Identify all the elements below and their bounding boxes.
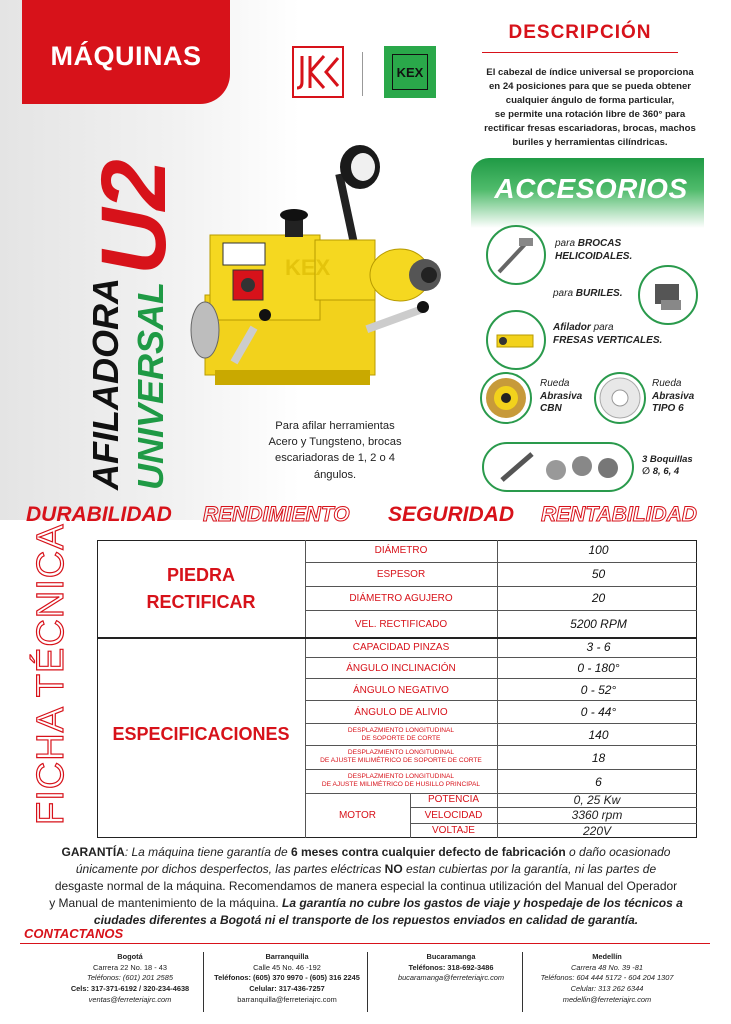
group-label: PIEDRA [166,565,235,585]
warranty-line [28,912,704,929]
collet-sizes: ∅ 8, 6, 4 [642,465,680,477]
office-phone: Teléfonos: 604 444 5172 - 604 204 1307 [540,973,674,983]
spec-label: VEL. RECTIFICADO [354,619,448,630]
jrc-logo-mark [296,52,340,92]
office-address: Carrera 48 No. 39 -81 [571,962,643,972]
value-seguridad: SEGURIDAD [388,503,515,526]
description-line: cualquier ángulo de forma particular, [505,94,675,106]
accessory-name: HELICOIDALES. [555,250,633,262]
spec-label-line: DESPLAZMIENTO LONGITUDINAL [347,749,455,756]
office-city: Barranquilla [265,952,309,961]
svg-text:KEX: KEX [285,255,331,280]
end-mill-accessory-image [486,310,546,370]
office-email[interactable]: medellin@ferreteriajrc.com [562,994,652,1004]
category-badge: MÁQUINAS [22,0,230,104]
product-name-line2: UNIVERSAL [130,281,171,490]
spec-label: ÁNGULO DE ALIVIO [354,707,448,718]
accessory-name: Abrasiva [652,390,695,402]
office-email[interactable]: ventas@ferreteriajrc.com [88,994,172,1004]
motor-row [410,793,697,807]
caption-line: Acero y Tungsteno, brocas [268,436,402,449]
ficha-tecnica-title: FICHA TÉCNICA [30,523,72,825]
accessory-buriles-label [553,288,622,301]
spec-label-line: DESPLAZMIENTO LONGITUDINAL [347,773,455,780]
accessory-name: BURILES. [575,288,623,299]
spec-row [305,610,697,637]
office-city: Bogotá [117,952,143,961]
office-separator [203,952,204,1012]
caption-line: Para afilar herramientas [275,420,395,432]
office-separator [367,952,368,1012]
warranty-fragment: únicamente por dichos desperfectos, las partes eléctricas [75,862,385,877]
caption-line: ángulos. [313,468,357,481]
warranty-fragment: estan cubiertas por la garantía, ni las partes de [402,862,657,877]
accessory-name: FRESAS VERTICALES. [553,334,663,346]
motor-label: MOTOR [338,810,377,821]
logo-divider [362,52,363,96]
warranty-fragment: NO [384,862,403,877]
office-mobile: Celular: 313 262 6344 [570,984,644,994]
product-caption [250,418,420,483]
accessory-pre: para [555,238,576,249]
warranty-heading: GARANTÍA [61,845,125,859]
accessory-brocas-label [555,238,632,263]
description-underline [482,52,678,53]
motor-value-divider [497,793,498,838]
motor-spec-value: 3360 rpm [571,808,623,822]
spec-label: ESPESOR [376,569,426,580]
motor-spec-label: VELOCIDAD [424,810,483,821]
description-line: se permite una rotación libre de 360° para [494,108,686,120]
office-email[interactable]: bucaramanga@ferreteriajrc.com [397,973,505,983]
office-email[interactable]: barranquilla@ferreteriajrc.com [237,994,337,1004]
spec-label [305,749,497,765]
motor-spec-label: POTENCIA [427,794,480,805]
office-mobile: Celular: 317-436-7257 [249,984,325,994]
accessory-pre: Rueda [540,378,570,389]
description-line: El cabezal de índice universal se proporciona [486,67,694,78]
office-bogota [50,952,210,1006]
spec-label: CAPACIDAD PINZAS [352,642,450,653]
group-label: RECTIFICAR [146,592,256,612]
spec-label [305,773,497,789]
spec-label-line: DE SOPORTE DE CORTE [361,735,441,743]
office-bucaramanga [371,952,531,984]
accessory-name: TIPO 6 [652,403,684,414]
motor-row [410,823,697,838]
motor-row [410,807,697,823]
spec-value: 0 - 44° [580,705,617,719]
accessory-pre: para [593,322,614,333]
spec-value: 100 [588,543,609,557]
office-city: Bucaramanga [426,952,476,961]
spec-label-line: DE AJUSTE MILIMÉTRICO DE HUSILLO PRINCIPAL [321,781,481,789]
warranty-fragment: y Manual de mantenimiento de la máquina. [49,896,282,911]
office-address: Calle 45 No. 46 -192 [253,962,321,972]
office-barranquilla [207,952,367,1006]
spec-row [305,637,697,657]
spec-row [305,678,697,700]
description-line: rectificar fresas escariadoras, brocas, machos [484,122,696,134]
grinder-machine-image [185,145,460,395]
spec-label: DIÁMETRO AGUJERO [349,593,453,604]
description-line: buriles y herramientas cilíndricas. [512,136,668,148]
description-title: DESCRIPCIÓN [508,22,652,43]
kex-logo [384,46,436,98]
group-especificaciones: ESPECIFICACIONES [112,724,290,744]
value-durabilidad: DURABILIDAD [26,503,172,526]
description-line: en 24 posiciones para que se pueda obtener [488,80,692,92]
office-mobile: Cels: 317-371-6192 / 320-234-4638 [70,984,190,994]
motor-spec-value: 220V [582,824,612,838]
office-separator [522,952,523,1012]
accessory-name: Afilador [553,322,591,333]
spec-label-line: DE AJUSTE MILIMÉTRICO DE SOPORTE DE CORTE [320,757,482,765]
warranty-text [28,844,704,929]
spec-label-line: DESPLAZMIENTO LONGITUDINAL [347,727,455,734]
spec-label: ÁNGULO NEGATIVO [353,685,449,696]
value-rendimiento: RENDIMIENTO [203,503,350,526]
spec-row [305,540,697,562]
spec-value: 50 [591,567,606,581]
warranty-fragment: o daño ocasionado [565,845,671,859]
accessory-name: BROCAS [577,238,622,249]
model-title: U2 [83,161,185,275]
warranty-fragment: La garantía no cubre los gastos de viaje y hospedaje de los técnicos a [282,896,683,911]
accessory-pre: para [553,288,574,299]
warranty-fragment: : La máquina tiene garantía de [124,845,291,859]
spec-row [305,586,697,610]
accessory-cbn-label [540,378,582,416]
spec-label [305,727,497,743]
caption-line: escariadoras de 1, 2 o 4 [274,452,396,465]
contact-title: CONTACTANOS [24,926,124,941]
burin-accessory-image [638,265,698,325]
accessory-name: Abrasiva [540,390,583,402]
spec-value: 20 [591,591,606,605]
spec-value: 3 - 6 [586,640,611,654]
office-phone: Teléfonos: 318-692-3486 [408,962,494,972]
collets-accessory-image [482,442,634,492]
motor-spec-label: VOLTAJE [432,825,475,836]
spec-row [305,745,697,769]
kex-logo-text: KEX [396,64,424,80]
accessory-name: CBN [540,403,562,414]
value-rentabilidad: RENTABILIDAD [541,503,697,526]
office-phone: Teléfonos: (605) 370 9970 - (605) 316 2245 [214,973,360,983]
jrc-logo [292,46,344,98]
spec-label: DIÁMETRO [374,545,428,556]
warranty-fragment: 6 meses contra cualquier defecto de fabricación [290,845,566,859]
office-medellin [527,952,687,1006]
office-phone: Teléfonos: (601) 201 2585 [86,973,174,983]
office-city: Medellín [592,952,622,961]
warranty-line [28,895,704,912]
accessory-boquillas-label [642,454,693,478]
drill-bit-accessory-image [486,225,546,285]
cbn-wheel-image [480,372,532,424]
office-address: Carrera 22 No. 18 - 43 [93,962,167,972]
contact-underline [20,943,710,944]
accessories-title: ACCESORIOS [494,173,688,204]
description-text [470,66,710,149]
spec-value: 18 [591,751,606,765]
accessory-pre: Rueda [652,378,682,389]
type6-wheel-image [594,372,646,424]
accessory-name: 3 Boquillas [642,454,693,465]
spec-value: 5200 RPM [570,617,627,631]
spec-row [305,723,697,745]
motor-spec-value: 0, 25 Kw [573,793,621,807]
accessory-tipo6-label [652,378,694,416]
product-name-line1: AFILADORA [85,278,126,490]
warranty-line [28,844,704,861]
spec-row [305,700,697,723]
warranty-line: desgaste normal de la máquina. Recomendamos de manera especial la continua utilización del Manual del Operador [54,879,678,894]
spec-value: 6 [595,775,602,789]
accessory-fresas-label [553,322,662,347]
spec-row [305,657,697,678]
spec-value: 0 - 180° [577,661,620,675]
spec-value: 0 - 52° [580,683,617,697]
spec-label: ÁNGULO INCLINACIÓN [346,663,456,674]
warranty-line [28,861,704,878]
spec-row [305,769,697,793]
spec-row [305,562,697,586]
warranty-fragment: ciudades diferentes a Bogotá ni el transporte de los repuestos enviados en calidad de garantía. [93,913,639,928]
spec-value: 140 [588,728,609,742]
group-piedra-rectificar [97,562,305,616]
